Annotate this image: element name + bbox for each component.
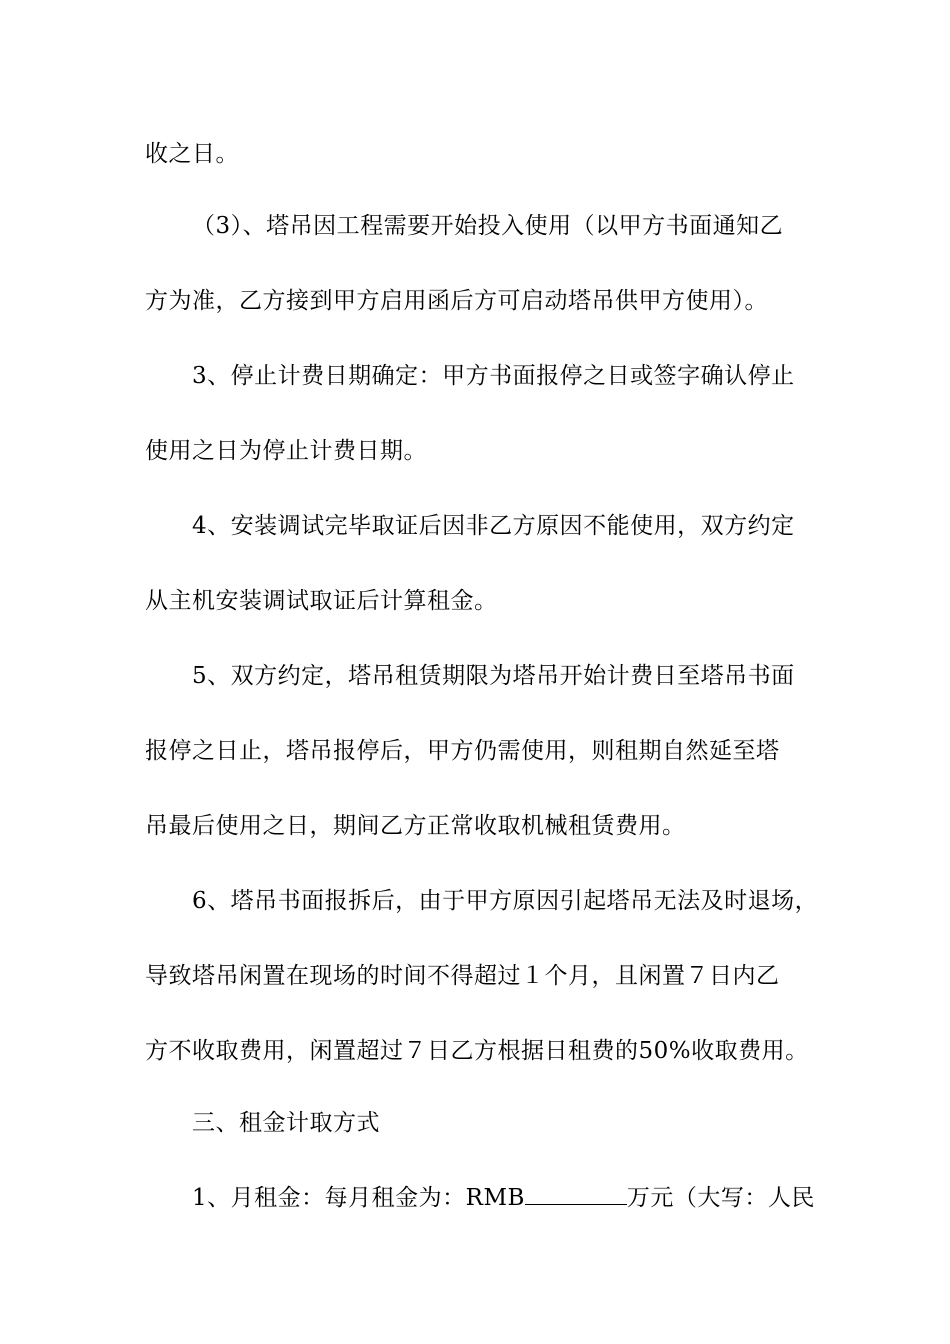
text-line: 收之日。: [145, 141, 239, 167]
section-heading: 三、租金计取方式: [192, 1110, 380, 1136]
text-line: 从主机安装调试取证后计算租金。: [145, 588, 498, 614]
text-line: [192, 1183, 862, 1213]
text-line: 4、安装调试完毕取证后因非乙方原因不能使用，双方约定: [192, 513, 795, 539]
text-line: 报停之日止，塔吊报停后，甲方仍需使用，则租期自然延至塔: [145, 738, 780, 764]
text-line: 导致塔吊闲置在现场的时间不得超过１个月，且闲置７日内乙: [145, 963, 780, 989]
text-line: （3）、塔吊因工程需要开始投入使用（以甲方书面通知乙: [192, 213, 784, 239]
text-line: 使用之日为停止计费日期。: [145, 438, 427, 464]
text-line: 方为准，乙方接到甲方启用函后方可启动塔吊供甲方使用）。: [145, 288, 768, 314]
text-line: 6、塔吊书面报拆后，由于甲方原因引起塔吊无法及时退场，: [192, 888, 819, 914]
text-line: 吊最后使用之日，期间乙方正常收取机械租赁费用。: [145, 813, 686, 839]
text-line: 3、停止计费日期确定：甲方书面报停之日或签字确认停止: [192, 363, 795, 389]
text-line: 方不收取费用，闲置超过７日乙方根据日租费的50%收取费用。: [145, 1038, 809, 1064]
text-line: 5、双方约定，塔吊租赁期限为塔吊开始计费日至塔吊书面: [192, 663, 795, 689]
rent-unit: 万元（大写：人民: [626, 1185, 815, 1211]
rent-label: 1、月租金：每月租金为：RMB: [192, 1185, 525, 1211]
amount-blank: [525, 1184, 627, 1205]
